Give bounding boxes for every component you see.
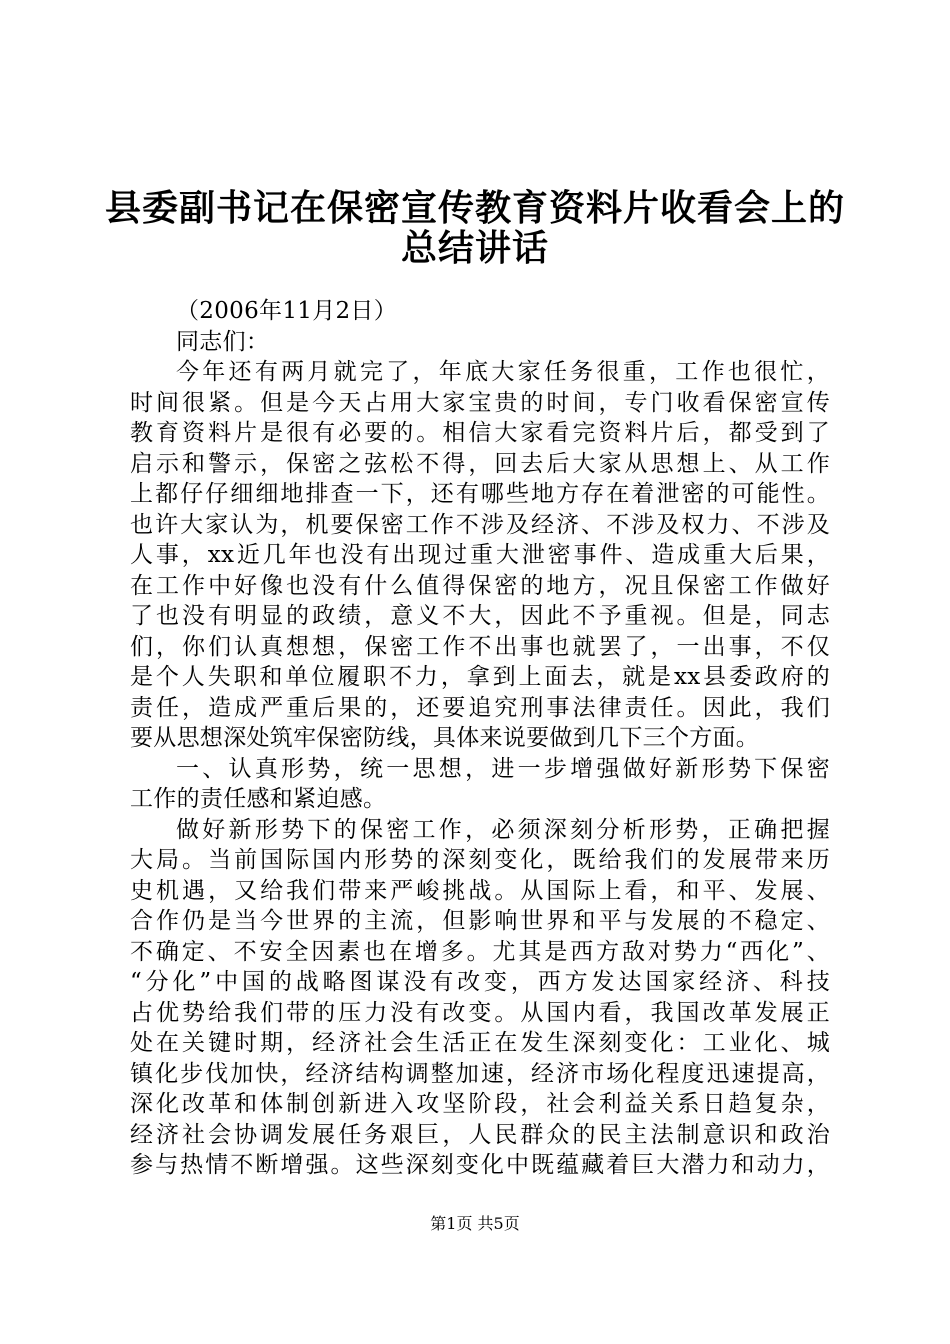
text-line: “分化”中国的战略图谋没有改变，西方发达国家经济、科技 [130, 969, 830, 995]
text-line: 处在关键时期，经济社会生活正在发生深刻变化：工业化、城 [130, 1030, 830, 1056]
salutation: 同志们： [176, 328, 270, 355]
text-line: 占优势给我们带的压力没有改变。从国内看，我国改革发展正 [130, 999, 830, 1026]
text-line: 人事，xx近几年也没有出现过重大泄密事件、造成重大后果， [130, 542, 830, 568]
text-line: 深化改革和体制创新进入攻坚阶段，社会利益关系日趋复杂， [130, 1091, 830, 1117]
title-line-2: 总结讲话 [400, 227, 549, 269]
text-line: 史机遇，又给我们带来严峻挑战。从国际上看，和平、发展、 [130, 877, 830, 904]
text-line: 了也没有明显的政绩，意义不大，因此不予重视。但是，同志 [130, 603, 830, 629]
text-line: 今年还有两月就完了，年底大家任务很重，工作也很忙， [176, 359, 830, 385]
text-line: 镇化步伐加快，经济结构调整加速，经济市场化程度迅速提高， [130, 1060, 830, 1087]
text-line: 也许大家认为，机要保密工作不涉及经济、不涉及权力、不涉及 [130, 511, 830, 538]
text-line: 责任，造成严重后果的，还要追究刑事法律责任。因此，我们 [130, 694, 830, 721]
text-line: 经济社会协调发展任务艰巨，人民群众的民主法制意识和政治 [130, 1121, 830, 1148]
text-line: 上都仔仔细细地排查一下，还有哪些地方存在着泄密的可能性。 [130, 481, 830, 507]
text-line: 要从思想深处筑牢保密防线，具体来说要做到几下三个方面。 [130, 725, 760, 751]
text-line: 大局。当前国际国内形势的深刻变化，既给我们的发展带来历 [130, 847, 830, 873]
text-line: 时间很紧。但是今天占用大家宝贵的时间，专门收看保密宣传 [130, 389, 830, 416]
text-line: 们，你们认真想想，保密工作不出事也就罢了，一出事，不仅 [130, 633, 830, 660]
text-line: 合作仍是当今世界的主流，但影响世界和平与发展的不稳定、 [130, 908, 830, 934]
text-line: 参与热情不断增强。这些深刻变化中既蕴藏着巨大潜力和动力， [130, 1152, 830, 1178]
text-line: 在工作中好像也没有什么值得保密的地方，况且保密工作做好 [130, 572, 830, 599]
text-line: 做好新形势下的保密工作，必须深刻分析形势，正确把握 [176, 816, 830, 843]
page-number-footer: 第1页 共5页 [430, 1214, 520, 1233]
text-line: 教育资料片是很有必要的。相信大家看完资料片后，都受到了 [130, 420, 830, 446]
section-heading: 一、认真形势，统一思想，进一步增强做好新形势下保密 [176, 755, 830, 782]
text-line: 是个人失职和单位履职不力，拿到上面去，就是xx县委政府的 [130, 664, 830, 690]
title-line-1: 县委副书记在保密宣传教育资料片收看会上的 [104, 187, 845, 229]
date-line: （2006年11月2日） [176, 298, 398, 324]
section-heading-cont: 工作的责任感和紧迫感。 [130, 786, 387, 812]
text-line: 启示和警示，保密之弦松不得，回去后大家从思想上、从工作 [130, 450, 830, 477]
text-line: 不确定、不安全因素也在增多。尤其是西方敌对势力“西化”、 [130, 938, 830, 965]
body-text [130, 296, 830, 1181]
